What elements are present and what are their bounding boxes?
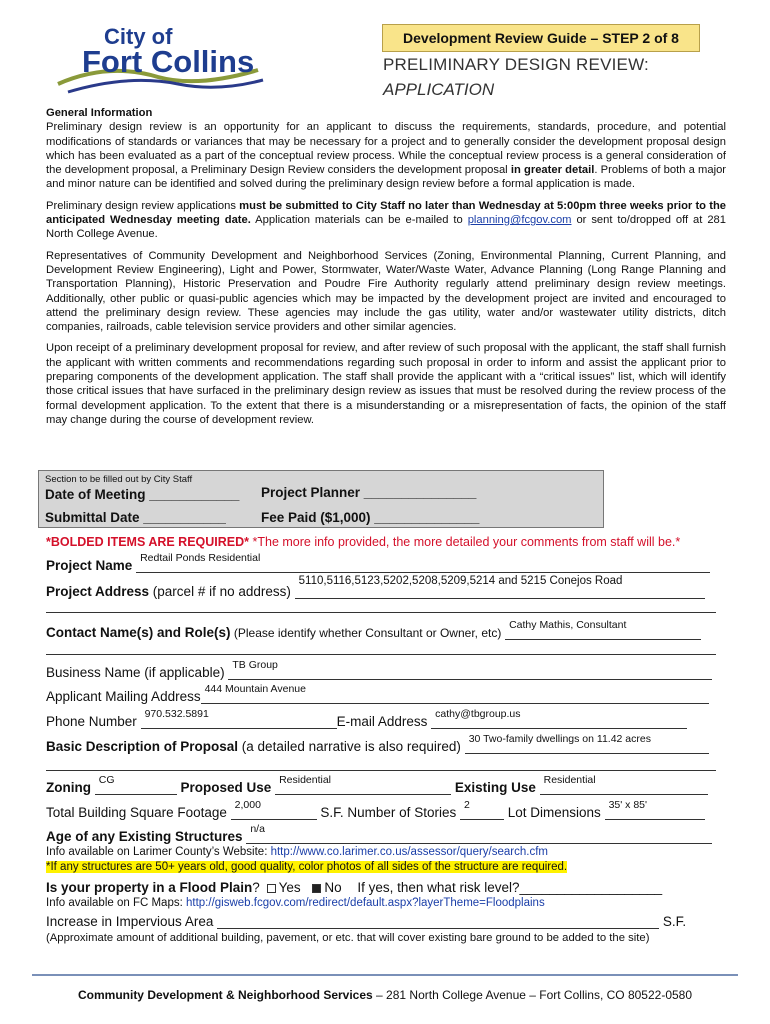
logo-fort-collins: Fort Collins — [82, 44, 255, 79]
project-name-row: Project Name Redtail Ponds Residential — [46, 558, 710, 573]
staff-section — [38, 470, 604, 528]
description-line-2[interactable] — [46, 770, 716, 771]
size-row: Total Building Square Footage 2,000 S.F. Number of Stories 2 Lot Dimensions 35' x 85' — [46, 805, 705, 820]
page-subtitle: APPLICATION — [383, 80, 495, 99]
age-input[interactable]: n/a — [246, 830, 712, 844]
staff-section-caption: Section to be filled out by City Staff — [45, 474, 193, 485]
required-note: *BOLDED ITEMS ARE REQUIRED* *The more info provided, the more detailed your comments from staff will be.* — [46, 535, 681, 549]
photo-note: *If any structures are 50+ years old, good quality, color photos of all sides of the structure are required. — [46, 861, 568, 873]
intro-paragraph: Preliminary design review is an opportunity for an applicant to discuss the requirements, standards, procedure, and potential modifications of standards or variances that may be necessary for a project and to generally consider the development proposal design which has been evaluated as a part of the conceptual review process. While the conceptual review process is a general consideration of the development proposal, a Preliminary Design Review considers the development proposal in greater detail. Problems of both a major and minor nature can be identified and solved during the preliminary design review before a formal application is made. — [46, 121, 727, 191]
representatives-paragraph: Representatives of Community Development and Neighborhood Services (Zoning, Environmental Planning, Current Planning, and Development Review Engineering), Light and Power, Stormwater, Water/Waste Water, Advance Planning (Long Range Planning and Transportation Planning), Historic Preservation and Poudre Fire Authority regularly attend preliminary design review meetings. Additionally, other public or quasi-public agencies which may be impacted by the development project are invited and encouraged to attend the preliminary design review. These agencies may include the gas utility, water and/or wastewater utility districts, ditch companies, railroads, cable television service providers and other similar agencies. — [46, 249, 726, 334]
lot-dimensions-input[interactable]: 35' x 85' — [605, 806, 705, 820]
page-title: PRELIMINARY DESIGN REVIEW: — [383, 55, 649, 74]
age-row: Age of any Existing Structures n/a — [46, 829, 712, 844]
impervious-area-input[interactable] — [217, 915, 659, 929]
date-of-meeting-field: Date of Meeting ____________ — [45, 487, 240, 502]
submittal-date-field: Submittal Date ___________ — [45, 510, 226, 525]
business-name-row: Business Name (if applicable) TB Group — [46, 665, 712, 680]
contact-input[interactable]: Cathy Mathis, Consultant — [505, 626, 701, 640]
fc-maps-info: Info available on FC Maps: http://gisweb.fcgov.com/redirect/default.aspx?layerTheme=Floodplains — [46, 897, 545, 909]
general-information-heading: General Information — [46, 107, 153, 119]
zoning-input[interactable]: CG — [95, 781, 177, 795]
project-address-line-2[interactable] — [46, 612, 716, 613]
project-address-row: Project Address (parcel # if no address) 5110,5116,5123,5202,5208,5209,5214 and 5215 Conejos Road — [46, 584, 705, 599]
email-input[interactable]: cathy@tbgroup.us — [431, 715, 687, 729]
flood-yes-checkbox[interactable] — [267, 884, 276, 893]
flood-plain-row: Is your property in a Flood Plain? Yes No If yes, then what risk level?___________________ — [46, 880, 663, 895]
city-logo — [48, 22, 273, 102]
description-row: Basic Description of Proposal (a detailed narrative is also required) 30 Two-family dwellings on 11.42 acres — [46, 739, 709, 754]
submission-paragraph: Preliminary design review applications must be submitted to City Staff no later than Wednesday at 5:00pm three weeks prior to the anticipated Wednesday meeting date. Application materials can be e-mailed to planning@fcgov.com or sent to/dropped off at 281 North College Avenue. — [46, 199, 727, 241]
footer: Community Development & Neighborhood Services – 281 North College Avenue – Fort Collins, CO 80522-0580 — [77, 988, 693, 1002]
description-input[interactable]: 30 Two-family dwellings on 11.42 acres — [465, 740, 709, 754]
phone-input[interactable]: 970.532.5891 — [141, 715, 337, 729]
project-name-input[interactable]: Redtail Ponds Residential — [136, 559, 710, 573]
flood-no-checkbox[interactable] — [312, 884, 321, 893]
general-information — [46, 106, 726, 434]
impervious-note: (Approximate amount of additional building, pavement, or etc. that will cover existing bare ground to be added to the site) — [46, 932, 650, 944]
step-label: Development Review Guide – STEP 2 of 8 — [382, 24, 700, 52]
project-address-input[interactable]: 5110,5116,5123,5202,5208,5209,5214 and 5215 Conejos Road — [295, 585, 705, 599]
contact-line-2[interactable] — [46, 654, 716, 655]
square-footage-input[interactable]: 2,000 — [231, 806, 317, 820]
stories-input[interactable]: 2 — [460, 806, 504, 820]
review-paragraph: Upon receipt of a preliminary development proposal for review, and after review of such proposal with the applicant, the staff shall furnish the applicant with written comments and recommendations regarding such proposal in order to inform and assist the applicant prior to preparing components of the development application. The staff shall provide the applicant with a “critical issues” list, which will identify those critical issues that have surfaced in the preliminary design review as issues that must be resolved during the review process of the formal development application. To the extent that there is a misunderstanding or a misrepresentation of facts, the opinion of the staff may change during the course of development review. — [46, 342, 726, 426]
contact-row: Contact Name(s) and Role(s) (Please identify whether Consultant or Owner, etc) Cathy Mathis, Consultant — [46, 625, 701, 640]
mailing-address-row: Applicant Mailing Address 444 Mountain Avenue — [46, 689, 709, 704]
fc-maps-link[interactable]: http://gisweb.fcgov.com/redirect/default.aspx?layerTheme=Floodplains — [186, 897, 545, 909]
zoning-use-row: Zoning CG Proposed Use Residential Existing Use Residential — [46, 780, 708, 795]
logo-city-of: City of — [104, 24, 173, 49]
planning-email-link[interactable]: planning@fcgov.com — [467, 214, 572, 227]
footer-divider — [32, 974, 738, 976]
larimer-info: Info available on Larimer County’s Website: http://www.co.larimer.co.us/assessor/query/search.cfm — [46, 846, 548, 858]
larimer-link[interactable]: http://www.co.larimer.co.us/assessor/query/search.cfm — [270, 846, 548, 858]
proposed-use-input[interactable]: Residential — [275, 781, 451, 795]
business-name-input[interactable]: TB Group — [228, 666, 712, 680]
fee-paid-field: Fee Paid ($1,000) ______________ — [261, 510, 480, 525]
existing-use-input[interactable]: Residential — [540, 781, 708, 795]
phone-email-row: Phone Number 970.532.5891 E-mail Address cathy@tbgroup.us — [46, 714, 687, 729]
flood-risk-level-field[interactable]: If yes, then what risk level?___________________ — [357, 880, 663, 895]
impervious-area-row: Increase in Impervious Area S.F. — [46, 914, 687, 929]
project-planner-field: Project Planner _______________ — [261, 485, 477, 500]
mailing-address-input[interactable]: 444 Mountain Avenue — [201, 690, 709, 704]
